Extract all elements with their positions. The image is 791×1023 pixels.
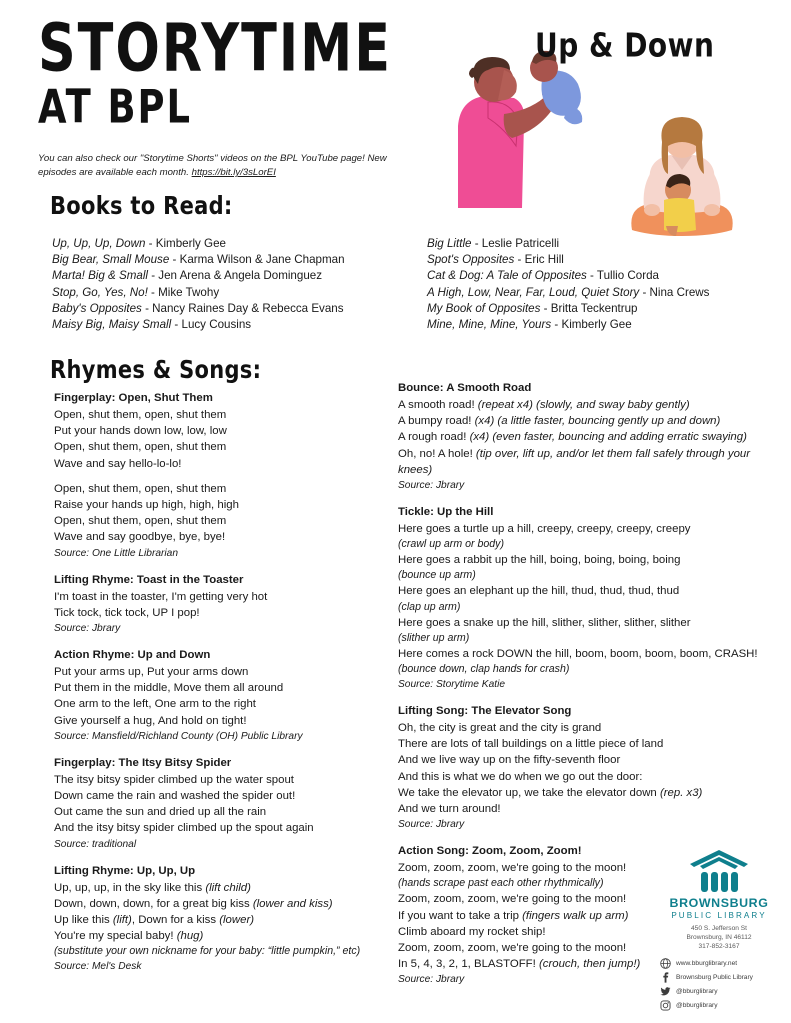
rhyme-line (398, 600, 766, 615)
social-row-facebook[interactable] (660, 972, 784, 983)
book-title: Big Little (427, 237, 472, 250)
rhyme-line-text: Up like this (54, 914, 113, 927)
book-item (52, 317, 427, 333)
twitter-icon (660, 986, 671, 997)
rhyme-note: (substitute your own nickname for your baby: “little pumpkin,” etc) (54, 945, 361, 958)
rhyme-action-note: (slither up arm) (398, 631, 470, 644)
rhyme-block (398, 703, 766, 832)
rhyme-line: Put them in the middle, Move them all around (54, 682, 284, 695)
book-author: - Jen Arena & Angela Dominguez (148, 269, 323, 283)
book-item (427, 285, 787, 301)
rhyme-line (398, 583, 766, 599)
rhyme-line (398, 615, 766, 631)
rhyme-title: Lifting Rhyme: Toast in the Toaster (54, 573, 244, 586)
rhyme-action-note: (bounce up arm) (398, 569, 476, 582)
book-title: Up, Up, Up, Down (52, 237, 146, 250)
book-title: Cat & Dog: A Tale of Opposites (427, 269, 587, 283)
rhyme-line: Out came the sun and dried up all the rain (54, 806, 267, 819)
address-line-2: Brownsburg, IN 46112 (686, 934, 752, 942)
book-title: Maisy Big, Maisy Small (52, 318, 172, 332)
rhyme-line-text: Here goes a snake up the hill, slither, slither, slither, slither (398, 616, 691, 629)
rhyme-line-text: Climb aboard my rocket ship! (398, 925, 546, 938)
rhyme-line-text: And we live way up on the fifty-seventh floor (398, 754, 621, 767)
rhyme-line: Down came the rain and washed the spider out! (54, 790, 296, 803)
rhyme-line-text: Zoom, zoom, zoom, we're going to the moon! (398, 942, 627, 955)
social-links (654, 958, 784, 1012)
book-author: - Mike Twohy (147, 285, 220, 299)
rhyme-source: Source: One Little Librarian (54, 547, 179, 559)
rhyme-line-text: Oh, the city is great and the city is grand (398, 722, 602, 735)
social-row-twitter[interactable] (660, 986, 784, 997)
rhyme-line (54, 912, 394, 928)
rhyme-action-note: (fingers walk up arm) (522, 909, 629, 922)
book-author: - Eric Hill (514, 253, 564, 267)
instagram-text: @bburglibrary (676, 1002, 718, 1010)
book-author: - Nancy Raines Day & Rebecca Evans (141, 301, 344, 315)
rhyme-line (398, 631, 766, 646)
rhyme-action-note: (lower and kiss) (252, 897, 333, 910)
rhymes-column-left (54, 390, 394, 985)
book-item (52, 268, 427, 284)
rhyme-line-text: A smooth road! (398, 399, 478, 411)
rhyme-line-text: And we turn around! (398, 803, 501, 816)
book-author: - Karma Wilson & Jane Chapman (169, 253, 345, 267)
page-header (0, 0, 791, 196)
book-title: Stop, Go, Yes, No! (52, 285, 148, 299)
rhyme-title: Action Song: Zoom, Zoom, Zoom! (398, 845, 582, 858)
book-item (427, 301, 787, 317)
book-title: Marta! Big & Small (52, 269, 148, 283)
rhyme-action-note: (lift child) (205, 881, 251, 894)
rhyme-line-text: You're my special baby! (54, 930, 177, 943)
rhyme-block (54, 572, 394, 636)
book-author: - Nina Crews (639, 285, 710, 299)
rhyme-line: Raise your hands up high, high, high (54, 499, 239, 512)
dad-lifting-baby-illustration (452, 48, 592, 208)
book-title: A High, Low, Near, Far, Loud, Quiet Story (427, 285, 640, 299)
library-address (654, 924, 784, 952)
rhyme-line: Put your arms up, Put your arms down (54, 666, 249, 679)
social-row-instagram[interactable] (660, 1000, 784, 1011)
youtube-blurb-text: You can also check our "Storytime Shorts" videos on the BPL YouTube page! New episodes are available each month. (38, 153, 387, 178)
rhyme-block (54, 390, 394, 561)
rhyme-line (398, 736, 766, 752)
rhyme-line (398, 720, 766, 736)
rhyme-line-text: There are lots of tall buildings on a little piece of land (398, 738, 664, 751)
rhyme-source: Source: Jbrary (398, 819, 465, 831)
rhyme-line (398, 801, 766, 817)
book-author: - Lucy Cousins (171, 318, 252, 332)
book-item (427, 268, 787, 284)
phone-number: 317-852-3167 (698, 943, 740, 951)
books-section (0, 236, 791, 333)
rhyme-title: Bounce: A Smooth Road (398, 382, 532, 394)
rhyme-line-text: Here comes a rock DOWN the hill, boom, boom, boom, boom, CRASH! (398, 647, 758, 660)
book-item (427, 236, 787, 252)
rhyme-action-note: (x4) (a little faster, bouncing gently up and down) (474, 415, 721, 428)
book-item (52, 285, 427, 301)
rhyme-action-note: (tip over, lift up, and/or let them fall safely through your knees) (398, 447, 751, 476)
facebook-text: Brownsburg Public Library (676, 973, 753, 981)
rhyme-action-note: (crouch, then jump!) (538, 958, 641, 971)
book-item (52, 301, 427, 317)
books-heading: Books to Read: (50, 191, 233, 220)
rhyme-line: Tick tock, tick tock, UP I pop! (54, 606, 200, 619)
books-column-left (52, 236, 427, 333)
rhyme-line (54, 880, 394, 896)
rhyme-line: Open, shut them, open, shut them (54, 515, 227, 528)
rhyme-title: Tickle: Up the Hill (398, 506, 494, 519)
youtube-blurb (38, 152, 388, 180)
rhyme-line (398, 397, 766, 413)
book-item (52, 236, 427, 252)
rhyme-block (54, 863, 394, 975)
rhyme-line: Put your hands down low, low, low (54, 425, 227, 438)
rhyme-action-note: (x4) (even faster, bouncing and adding erratic swaying) (469, 431, 747, 444)
instagram-icon (660, 1000, 671, 1011)
page-title-line1: STORYTIME (38, 9, 392, 87)
book-title: My Book of Opposites (427, 301, 541, 315)
facebook-icon (660, 972, 671, 983)
book-title: Baby's Opposites (52, 301, 142, 315)
rhyme-action-note: (hug) (176, 930, 204, 943)
book-author: - Tullio Corda (586, 269, 659, 283)
rhyme-line-text: Oh, no! A hole! (398, 447, 476, 460)
rhyme-line (54, 928, 394, 944)
rhyme-line-text: Here goes an elephant up the hill, thud, thud, thud, thud (398, 585, 680, 598)
rhymes-heading: Rhymes & Songs: (50, 355, 262, 384)
rhyme-line-text: Up, up, up, in the sky like this (54, 881, 206, 894)
rhyme-line: Open, shut them, open, shut them (54, 409, 227, 421)
book-title: Mine, Mine, Mine, Yours (427, 318, 552, 332)
books-column-right (427, 236, 787, 333)
rhyme-line (398, 552, 766, 568)
rhyme-line: Wave and say goodbye, bye, bye! (54, 531, 226, 544)
rhyme-action-note: (lift) (112, 914, 132, 927)
website-text: www.bburglibrary.net (676, 959, 738, 967)
rhyme-block (54, 647, 394, 744)
rhyme-line-text: In 5, 4, 3, 2, 1, BLASTOFF! (398, 958, 539, 971)
page-title (38, 9, 418, 134)
rhyme-line (398, 752, 766, 768)
rhyme-title: Lifting Song: The Elevator Song (398, 705, 572, 718)
rhyme-line (398, 568, 766, 583)
rhyme-line: The itsy bitsy spider climbed up the water spout (54, 773, 294, 786)
rhyme-line (398, 662, 766, 677)
book-title: Spot's Opposites (427, 253, 515, 267)
rhyme-title: Lifting Rhyme: Up, Up, Up (54, 864, 196, 877)
rhyme-line-text: A rough road! (398, 431, 470, 444)
address-line-1: 450 S. Jefferson St (691, 925, 747, 932)
rhyme-line (398, 429, 766, 445)
rhyme-line-text: Down, down, down, for a great big kiss (54, 897, 253, 910)
rhyme-line (398, 646, 766, 662)
rhyme-line: I'm toast in the toaster, I'm getting very hot (54, 590, 268, 603)
rhyme-block (398, 380, 766, 493)
rhyme-action-note: (clap up arm) (398, 600, 461, 613)
rhyme-line-text: And this is what we do when we go out the door: (398, 770, 643, 783)
rhyme-line (398, 521, 766, 537)
book-item (427, 317, 787, 333)
rhyme-action-note: (rep. x3) (659, 786, 703, 799)
rhyme-line-text: Zoom, zoom, zoom, we're going to the moon! (398, 862, 627, 875)
rhyme-line-text: Zoom, zoom, zoom, we're going to the moon! (398, 893, 627, 906)
twitter-text: @bburglibrary (676, 987, 718, 995)
page-title-line2: AT BPL (38, 79, 192, 134)
rhyme-line: Wave and say hello-lo-lo! (54, 457, 182, 470)
rhyme-source: Source: Jbrary (398, 974, 465, 986)
rhyme-action-note: (hands scrape past each other rhythmically) (398, 877, 604, 890)
rhyme-block (398, 504, 766, 692)
social-row-website[interactable] (660, 958, 784, 969)
book-item (427, 252, 787, 268)
rhyme-line (54, 896, 394, 912)
rhyme-title: Action Rhyme: Up and Down (54, 649, 211, 662)
rhyme-line (398, 537, 766, 552)
rhyme-source: Source: Jbrary (398, 480, 465, 492)
rhyme-line-text: Here goes a turtle up a hill, creepy, creepy, creepy, creepy (398, 523, 691, 536)
library-logo-block (654, 848, 784, 1014)
rhyme-line-text: We take the elevator up, we take the elevator down (398, 786, 660, 799)
library-subtitle: PUBLIC LIBRARY (671, 911, 767, 920)
rhyme-source: Source: Mansfield/Richland County (OH) Public Library (54, 730, 303, 742)
rhyme-line (398, 413, 766, 429)
rhyme-action-note: (lower) (219, 914, 255, 927)
book-author: - Kimberly Gee (551, 318, 632, 332)
library-name: BROWNSBURG (669, 896, 769, 910)
rhyme-line: Open, shut them, open, shut them (54, 441, 227, 454)
rhyme-line-text: If you want to take a trip (398, 909, 523, 922)
rhyme-line-text: A bumpy road! (398, 415, 475, 428)
rhyme-line: Give yourself a hug, And hold on tight! (54, 714, 247, 727)
book-item (52, 252, 427, 268)
rhyme-line: One arm to the left, One arm to the right (54, 698, 256, 711)
rhyme-source: Source: Mel's Desk (54, 961, 142, 973)
library-building-icon (688, 848, 750, 894)
rhyme-action-note: (repeat x4) (slowly, and sway baby gently) (477, 399, 690, 411)
rhyme-action-note: (bounce down, clap hands for crash) (398, 663, 570, 676)
rhyme-action-note: (crawl up arm or body) (398, 538, 504, 551)
book-author: - Leslie Patricelli (471, 237, 560, 250)
rhyme-source: Source: traditional (54, 838, 137, 850)
rhyme-title: Fingerplay: Open, Shut Them (54, 392, 213, 404)
mom-reading-with-child-illustration (622, 112, 742, 237)
rhyme-block (54, 755, 394, 852)
rhyme-line: Open, shut them, open, shut them (54, 482, 227, 495)
stanza-gap (54, 472, 394, 481)
rhyme-source: Source: Jbrary (54, 623, 121, 635)
book-author: - Britta Teckentrup (540, 301, 638, 315)
rhyme-line (398, 446, 766, 478)
youtube-link[interactable]: https://bit.ly/3sLorEI (191, 166, 276, 178)
rhyme-line (398, 769, 766, 785)
rhyme-source: Source: Storytime Katie (398, 679, 506, 691)
book-author: - Kimberly Gee (145, 237, 226, 250)
theme-title: Up & Down (535, 26, 715, 65)
rhyme-title: Fingerplay: The Itsy Bitsy Spider (54, 756, 232, 769)
globe-icon (660, 958, 671, 969)
rhyme-line-text: , Down for a kiss (131, 914, 220, 927)
rhyme-line: And the itsy bitsy spider climbed up the spout again (54, 822, 314, 835)
rhyme-line (398, 785, 766, 801)
rhyme-line-text: Here goes a rabbit up the hill, boing, boing, boing, boing (398, 554, 681, 567)
book-title: Big Bear, Small Mouse (52, 253, 170, 267)
